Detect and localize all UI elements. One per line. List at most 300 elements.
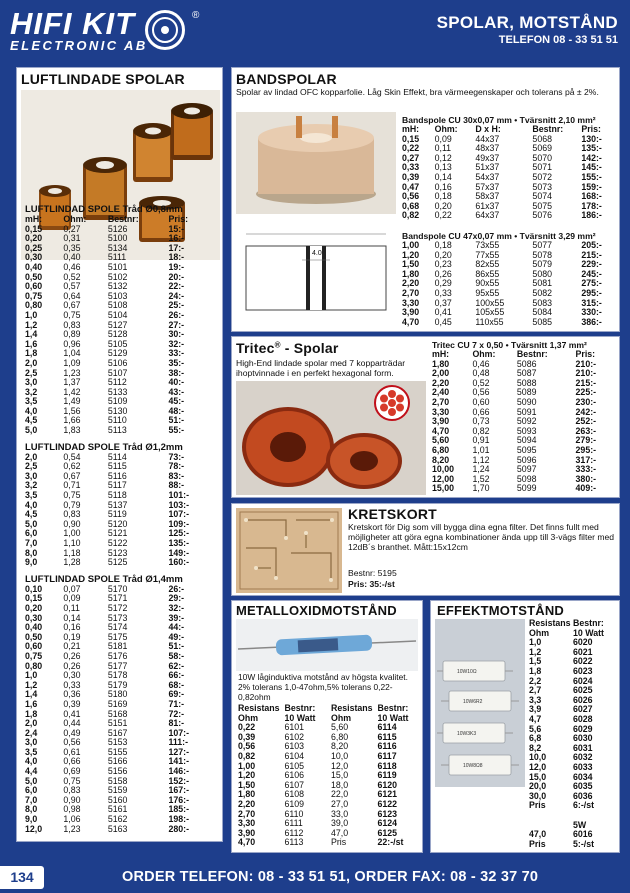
table-cell: 66:- — [168, 670, 185, 681]
table-cell: 2,7 — [529, 685, 542, 696]
metall-lead: 10W låginduktiva motstånd av högsta kvalitet. 2% tolerans 1,0-47ohm,5% tolerans 0,22-0,82ohm — [238, 672, 408, 702]
table-cell: 5179 — [107, 679, 128, 690]
table-cell: 5174 — [107, 622, 128, 633]
table-cell: 5181 — [107, 641, 128, 652]
table-cell: 0,16 — [434, 181, 452, 192]
table-cell: 5,0 — [25, 425, 38, 436]
resistor-label: 10W10Ω — [457, 669, 477, 675]
table-cell: 10,0 — [331, 750, 349, 761]
table-cell: 142:- — [581, 152, 602, 163]
luft-section-title: LUFTLINDAD SPOLE Tråd Ø1,2mm — [25, 441, 183, 453]
table-cell: 0,75 — [63, 309, 81, 320]
table-cell: 15,00 — [432, 483, 455, 494]
table-cell: 10 Watt — [573, 627, 604, 638]
table-cell: 4,7 — [529, 713, 542, 724]
table-cell: 230:- — [575, 396, 597, 407]
table-cell: 5177 — [107, 660, 128, 671]
resistor-label: 10W6R2 — [463, 699, 483, 705]
table-cell: 176:- — [168, 794, 190, 805]
table-cell: 33,0 — [331, 808, 349, 819]
table-cell: 5078 — [532, 249, 552, 260]
table-cell: Ohm — [529, 627, 550, 638]
table-cell: 3,3 — [529, 694, 542, 705]
table-cell: 0,22 — [434, 210, 452, 221]
table-cell: 5110 — [107, 415, 127, 426]
table-cell: 315:- — [581, 297, 602, 308]
table-cell: 2,5 — [25, 461, 38, 472]
table-cell: 30,0 — [529, 790, 547, 801]
table-cell: 10,0 — [529, 752, 547, 763]
table-cell: 5,0 — [25, 775, 38, 786]
table-cell: 245:- — [581, 268, 602, 279]
table-cell: 0,26 — [63, 650, 81, 661]
table-cell: 5W — [573, 819, 587, 830]
table-cell: 0,89 — [63, 329, 81, 340]
table-row — [529, 801, 617, 811]
table-cell: 25:- — [168, 300, 185, 311]
table-cell: 6029 — [573, 723, 593, 734]
table-cell: 5163 — [107, 823, 128, 834]
table-cell: 1,80 — [238, 789, 256, 800]
table-cell: 0,52 — [472, 377, 490, 388]
table-cell: 1,42 — [63, 386, 81, 397]
table-cell: 18,0 — [331, 779, 349, 790]
panel-bandspolar — [231, 67, 620, 332]
table-cell: 5,6 — [529, 723, 542, 734]
table-cell: 51:- — [168, 641, 185, 652]
table-cell: 0,15 — [25, 593, 43, 604]
table-cell: 125:- — [168, 528, 190, 539]
table-cell: 2,0 — [25, 357, 38, 368]
table-cell: 5112 — [107, 377, 127, 388]
table-cell: 8,20 — [432, 454, 450, 465]
table-cell: 5118 — [107, 490, 127, 501]
table-cell: 135:- — [581, 143, 602, 154]
table-cell: 0,52 — [63, 271, 81, 282]
table-cell: 105x55 — [475, 307, 505, 318]
table-cell: 4,70 — [402, 316, 420, 327]
table-cell: 1,2 — [529, 646, 542, 657]
table-cell: 5070 — [532, 152, 552, 163]
table-cell: 2,20 — [402, 278, 420, 289]
table-cell: 0,45 — [434, 316, 452, 327]
table-cell: 386:- — [581, 316, 602, 327]
table-cell: 0,48 — [472, 368, 490, 379]
luft-section-title: LUFTLINDAD SPOLE Tråd Ø0,8mm — [25, 204, 183, 215]
table-cell: 2,5 — [25, 367, 38, 378]
table-cell: 6120 — [377, 779, 398, 790]
table-cell: 5121 — [107, 528, 128, 539]
table-cell: 0,75 — [63, 490, 81, 501]
table-cell: Ohm: — [472, 349, 496, 359]
table-cell: 0,11 — [434, 143, 452, 154]
band-lead: Spolar av lindad OFC kopparfolie. Låg Skin Effekt, bra värmeegenskaper och tolerans på ± 2%. — [236, 87, 599, 97]
table-cell: 5116 — [107, 470, 127, 481]
table-cell: 2,4 — [25, 727, 38, 738]
table-row — [529, 840, 617, 850]
table-cell: 0,20 — [434, 249, 452, 260]
table-cell: 0,39 — [402, 171, 420, 182]
table-cell: 5167 — [107, 727, 128, 738]
kretskort-pris: Pris: 35:-/st — [348, 579, 395, 589]
table-cell: Ohm — [238, 712, 259, 723]
table-cell: 5082 — [532, 287, 552, 298]
table-cell: 100x55 — [475, 297, 505, 308]
table-cell: 0,96 — [63, 338, 81, 349]
table-cell: 0,80 — [25, 300, 43, 311]
table-cell: 5117 — [107, 480, 127, 491]
table-cell: 39:- — [168, 612, 185, 623]
table-cell: 0,82 — [402, 210, 420, 221]
table-cell: 1,37 — [63, 377, 81, 388]
table-cell: 5115 — [107, 461, 127, 472]
table-cell: 0,41 — [63, 708, 81, 719]
table-cell: 5096 — [516, 454, 537, 465]
order-contact: ORDER TELEFON: 08 - 33 51 51, ORDER FAX: 08 - 32 37 70 — [122, 869, 539, 885]
table-cell: 1,09 — [63, 357, 81, 368]
logo-main: HIFI KIT — [10, 6, 136, 41]
table-cell: 0,98 — [63, 804, 81, 815]
table-cell: 62:- — [168, 660, 185, 671]
table-cell: 0,33 — [63, 679, 81, 690]
table-cell: 1,6 — [25, 698, 38, 709]
table-cell: Bestnr: — [107, 214, 139, 224]
table-row — [238, 838, 420, 848]
logo-sub: ELECTRONIC AB — [10, 38, 148, 53]
table-cell: 2,00 — [432, 368, 450, 379]
table-cell: 1,80 — [432, 358, 450, 369]
table-cell: 2,20 — [432, 377, 450, 388]
table-row — [402, 211, 616, 221]
table-cell: 4,70 — [238, 837, 256, 848]
table-cell: Ohm — [331, 712, 352, 723]
panel-tritec — [231, 336, 620, 498]
table-cell: 3,2 — [25, 480, 38, 491]
table-cell: 145:- — [581, 162, 602, 173]
table-cell: 6108 — [284, 789, 305, 800]
table-cell: 0,75 — [63, 775, 81, 786]
table-cell: Bestnr: — [532, 124, 564, 134]
table-cell: 0,54 — [63, 451, 81, 462]
table-cell: 5090 — [516, 396, 537, 407]
table-cell: 1,50 — [238, 779, 256, 790]
table-cell: mH: — [25, 214, 43, 224]
table-cell: 38:- — [168, 367, 185, 378]
table-cell: 5113 — [107, 425, 127, 436]
table-cell: 159:- — [581, 181, 602, 192]
band-s1-title: Bandspole CU 30x0,07 mm • Tvärsnitt 2,10 mm² — [402, 115, 596, 125]
table-cell: 7,0 — [25, 538, 38, 548]
table-cell: 107:- — [168, 727, 190, 738]
table-cell: 5107 — [107, 367, 128, 378]
kretskort-title: KRETSKORT — [348, 506, 437, 522]
table-cell: 5128 — [107, 329, 128, 340]
table-cell: 5085 — [532, 316, 552, 327]
table-cell: 22:- — [168, 281, 185, 292]
table-cell: 0,83 — [63, 785, 81, 796]
table-cell: 0,15 — [402, 133, 420, 144]
table-cell: 0,82 — [238, 750, 256, 761]
table-cell: 110x55 — [475, 316, 504, 327]
effekt-specs — [529, 619, 617, 850]
table-cell: 0,90 — [63, 518, 81, 529]
table-cell: 252:- — [575, 416, 597, 427]
table-cell: 210:- — [575, 368, 597, 379]
table-row — [25, 558, 217, 568]
table-cell: 4,0 — [25, 756, 38, 767]
table-cell: 49x37 — [475, 152, 500, 163]
table-cell: 205:- — [581, 239, 602, 250]
table-cell: 1,24 — [472, 464, 490, 475]
table-cell: 0,21 — [63, 641, 81, 652]
table-cell: 1,0 — [529, 637, 542, 648]
table-cell: 68:- — [168, 679, 185, 690]
table-cell: 0,19 — [63, 631, 81, 642]
table-cell: 58:- — [168, 650, 185, 661]
table-cell: 73x55 — [475, 239, 500, 250]
table-cell: 0,22 — [238, 722, 256, 733]
table-cell: D x H: — [475, 124, 501, 134]
table-cell: 6113 — [284, 837, 304, 848]
table-cell: 5166 — [107, 756, 128, 767]
table-cell: 5134 — [107, 242, 128, 253]
table-cell: 5095 — [516, 444, 537, 455]
tritec-spec-title: Tritec CU 7 x 0,50 • Tvärsnitt 1,37 mm² — [432, 340, 587, 350]
table-cell: 0,33 — [402, 162, 420, 173]
logo — [10, 6, 148, 53]
table-cell: 6023 — [573, 665, 593, 676]
table-cell: 0,14 — [434, 171, 452, 182]
table-cell: 1,2 — [25, 679, 38, 690]
table-cell: 409:- — [575, 483, 597, 494]
table-cell: 0,60 — [472, 396, 490, 407]
table-cell: 0,09 — [434, 133, 452, 144]
table-row — [432, 484, 616, 494]
table-cell: 47,0 — [529, 829, 547, 840]
tritec-lead: High-End lindade spolar med 7 kopparträdar ihoptvinnade i en perfekt hexagonal form. — [236, 358, 406, 378]
table-cell: 0,26 — [434, 268, 452, 279]
table-cell: 5173 — [107, 612, 128, 623]
table-cell: 27:- — [168, 319, 185, 330]
table-cell: 5,0 — [25, 518, 38, 529]
table-cell: 0,91 — [472, 435, 490, 446]
tritec-specs — [432, 340, 616, 494]
table-cell: 26:- — [168, 309, 185, 320]
table-cell: 1,23 — [63, 823, 81, 834]
metall-table — [238, 704, 420, 848]
table-cell: 0,15 — [25, 223, 43, 234]
table-cell: 6107 — [284, 779, 305, 790]
table-cell: 1,83 — [63, 425, 81, 436]
kretskort-lead: Kretskort för Dig som vill bygga dina egna filter. Det finns fullt med möjligheter att göra egna kombinationer ända upp till 3-vägs filter med 12dB´s branthet. Mått:15x12cm — [348, 522, 615, 552]
table-cell: 1,8 — [25, 708, 38, 719]
table-cell: 0,40 — [25, 261, 43, 272]
table-cell: 10 Watt — [284, 712, 316, 723]
table-cell: 3,30 — [432, 406, 450, 417]
table-cell: 72:- — [168, 708, 185, 719]
resistor-label: 10W3K3 — [457, 731, 477, 737]
table-cell: 135:- — [168, 538, 190, 548]
table-cell: 5172 — [107, 602, 128, 613]
table-cell: 1,66 — [63, 415, 81, 426]
table-cell: 167:- — [168, 785, 190, 796]
table-cell: 81:- — [168, 718, 185, 729]
speaker-icon — [145, 10, 185, 50]
table-cell: 5123 — [107, 547, 128, 558]
table-cell: 0,56 — [402, 191, 420, 202]
table-cell: 0,83 — [63, 509, 81, 520]
table-cell: 6028 — [573, 713, 593, 724]
table-cell: 6103 — [284, 741, 305, 752]
table-cell: 0,18 — [434, 191, 452, 202]
table-cell: 44:- — [168, 622, 185, 633]
table-cell: 5120 — [107, 518, 128, 529]
table-cell: 6031 — [573, 742, 593, 753]
table-cell: 186:- — [581, 210, 602, 221]
table-cell: 5089 — [516, 387, 537, 398]
table-cell: 5175 — [107, 631, 128, 642]
table-cell: 5079 — [532, 259, 552, 270]
table-cell: 5073 — [532, 181, 552, 192]
table-cell: 5084 — [532, 307, 552, 318]
table-cell: 0,80 — [25, 660, 43, 671]
table-cell: 6117 — [377, 750, 397, 761]
table-cell: 5127 — [107, 319, 128, 330]
table-cell: 64x37 — [475, 210, 500, 221]
table-cell: 6124 — [377, 818, 398, 829]
table-cell: 1,28 — [63, 557, 81, 568]
table-cell: 0,64 — [63, 290, 81, 301]
table-cell: 0,30 — [63, 670, 81, 681]
table-cell: 57x37 — [475, 181, 500, 192]
table-cell: 380:- — [575, 473, 597, 484]
table-cell: 215:- — [575, 377, 597, 388]
table-cell: 5176 — [107, 650, 128, 661]
table-cell: 0,23 — [434, 259, 452, 270]
table-cell: 160:- — [168, 557, 190, 568]
table-cell: 6119 — [377, 770, 397, 781]
table-cell: Resistans — [331, 703, 373, 713]
table-cell: 32:- — [168, 602, 185, 613]
table-cell: 5088 — [516, 377, 537, 388]
tritec-table — [432, 350, 616, 494]
table-cell: 15:- — [168, 223, 185, 234]
table-cell: 263:- — [575, 425, 597, 436]
table-cell: 5125 — [107, 557, 128, 568]
table-cell: 0,26 — [63, 660, 81, 671]
table-cell: 317:- — [575, 454, 597, 465]
panel-luftlindade — [16, 67, 223, 842]
table-cell: 6112 — [284, 827, 304, 838]
luft-table — [25, 453, 217, 568]
table-cell: 6115 — [377, 731, 397, 742]
table-cell: 5168 — [107, 708, 128, 719]
table-cell: mH: — [432, 349, 450, 359]
table-cell: 6030 — [573, 733, 593, 744]
table-cell: 5170 — [107, 583, 128, 594]
table-cell: 6027 — [573, 704, 593, 715]
table-cell: 4,5 — [25, 415, 38, 426]
table-cell: 8,2 — [529, 742, 542, 753]
table-cell: 3,5 — [25, 490, 38, 501]
table-cell: 0,79 — [63, 499, 81, 510]
luft-tables — [25, 200, 217, 834]
table-cell: 4,0 — [25, 499, 38, 510]
table-cell: 0,44 — [63, 718, 81, 729]
metall-title: METALLOXIDMOTSTÅND — [236, 603, 397, 618]
table-cell: 5092 — [516, 416, 537, 427]
table-cell: Ohm: — [434, 124, 458, 134]
table-cell: 1,56 — [63, 405, 81, 416]
table-cell: 29:- — [168, 593, 185, 604]
table-cell: 0,20 — [25, 233, 43, 244]
table-cell: 0,60 — [25, 281, 43, 292]
table-cell: 2,70 — [402, 287, 420, 298]
table-cell: 0,83 — [63, 319, 81, 330]
hexagonal-wire-icon — [372, 383, 412, 423]
table-cell: 6116 — [377, 741, 397, 752]
table-cell: 6,80 — [432, 444, 450, 455]
table-cell: 127:- — [168, 746, 190, 757]
table-cell: 5151 — [107, 718, 128, 729]
table-cell: 5087 — [516, 368, 537, 379]
table-cell: Pris: — [575, 349, 596, 359]
panel-metalloxid — [231, 600, 423, 853]
table-cell: 225:- — [575, 387, 597, 398]
table-cell: 3,5 — [25, 396, 38, 407]
table-cell: 12,00 — [432, 473, 455, 484]
table-cell: 15,0 — [529, 771, 547, 782]
table-cell: 0,29 — [434, 278, 452, 289]
table-cell: 1,2 — [25, 319, 38, 330]
table-cell: 54x37 — [475, 171, 500, 182]
table-cell: 0,13 — [434, 162, 452, 173]
table-cell: 0,67 — [63, 300, 81, 311]
table-cell: 2,0 — [25, 451, 38, 462]
table-cell: 6035 — [573, 781, 593, 792]
table-cell: 5103 — [107, 290, 128, 301]
table-cell: 61x37 — [475, 200, 500, 211]
table-cell: 1,4 — [25, 329, 38, 340]
table-cell: 6:-/st — [573, 800, 595, 811]
table-cell: 22,0 — [331, 789, 349, 800]
header — [0, 0, 630, 62]
table-cell: 0,56 — [472, 387, 490, 398]
table-cell: 0,69 — [63, 766, 81, 777]
table-cell: 5,60 — [432, 435, 450, 446]
page-number: 134 — [0, 866, 44, 889]
table-cell: 5178 — [107, 670, 128, 681]
table-cell: 40:- — [168, 377, 185, 388]
table-cell: 1,5 — [529, 656, 542, 667]
table-cell: 16:- — [168, 233, 185, 244]
table-cell: 1,04 — [63, 348, 81, 359]
table-cell: 1,49 — [63, 396, 81, 407]
table-cell: 2,0 — [25, 718, 38, 729]
table-cell: 17:- — [168, 242, 185, 253]
table-cell: 2,20 — [238, 798, 256, 809]
table-cell: 83:- — [168, 470, 185, 481]
table-cell: 0,50 — [25, 631, 43, 642]
kretskort-bestnr: Bestnr: 5195 — [348, 568, 397, 578]
table-cell: 6101 — [284, 722, 305, 733]
table-cell: Pris — [529, 839, 546, 850]
tritec-title — [236, 340, 338, 356]
table-cell: 9,0 — [25, 814, 38, 825]
table-cell: 1,6 — [25, 338, 38, 349]
luft-section-title: LUFTLINDAD SPOLE Tråd Ø1,4mm — [25, 573, 183, 585]
resistor-label: 10W8Ω8 — [463, 763, 483, 769]
